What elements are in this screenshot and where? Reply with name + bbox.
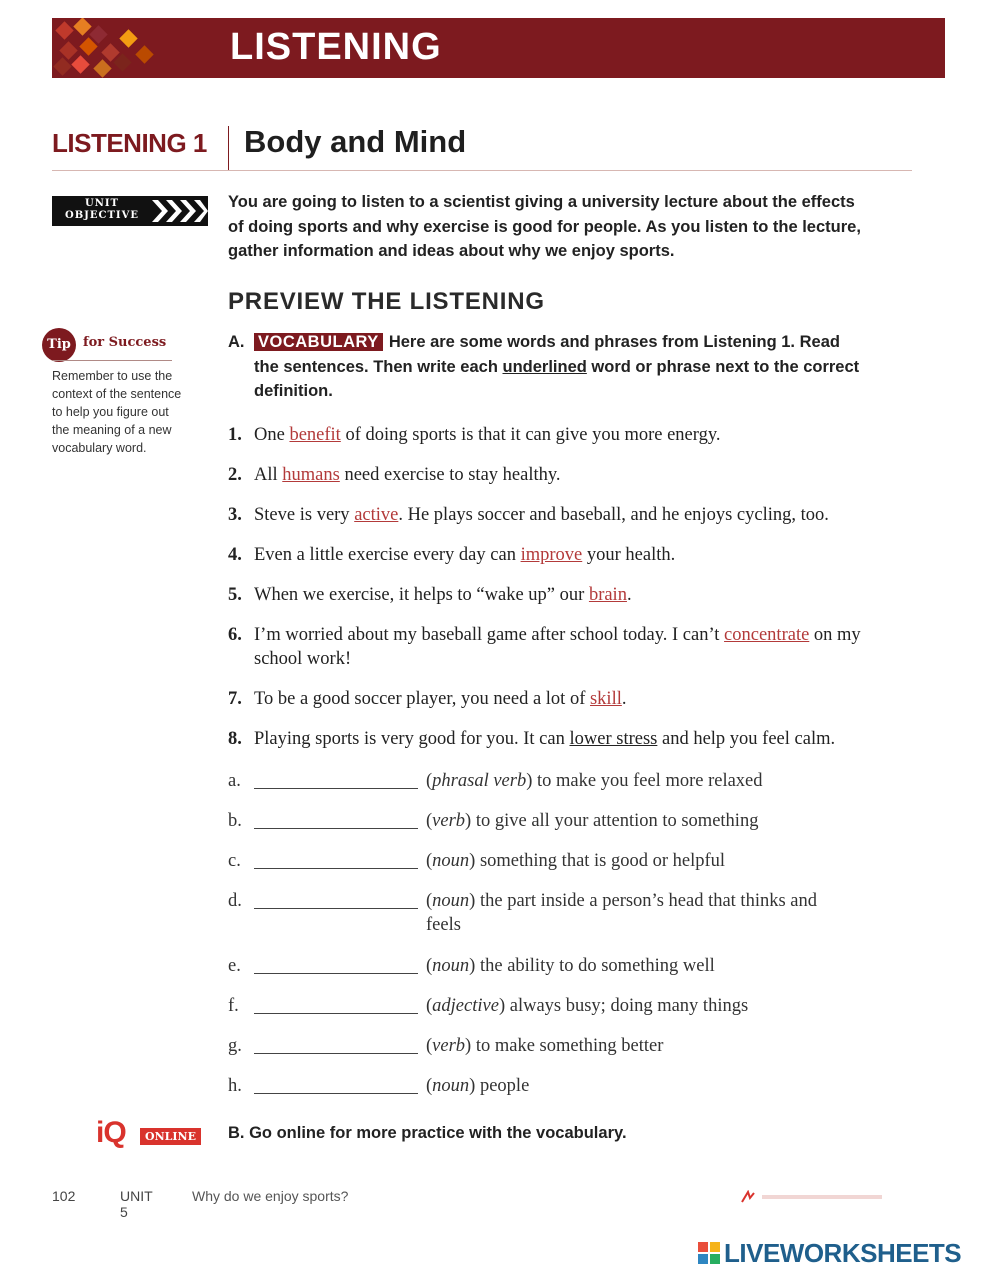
- banner-mosaic-decoration: [52, 18, 162, 78]
- part-of-speech: noun: [432, 956, 470, 976]
- definition-item: a. (phrasal verb) to make you feel more relaxed: [228, 771, 763, 791]
- definition-letter: d.: [228, 891, 242, 911]
- sentence-text: I’m worried about my baseball game after school today. I can’t: [254, 625, 725, 645]
- sentence-text: need exercise to stay healthy.: [339, 465, 561, 485]
- sentence-text: Even a little exercise every day can: [254, 545, 521, 565]
- sentence-item: [228, 543, 868, 567]
- online-badge: ONLINE: [140, 1128, 201, 1145]
- sentence-text: . He plays soccer and baseball, and he enjoys cycling, too.: [398, 505, 829, 525]
- sentence-text: Playing sports is very good for you. It can: [254, 729, 570, 749]
- sentence-number: 2.: [228, 465, 242, 485]
- definition-text: always busy; doing many things: [505, 996, 749, 1016]
- sentence-number: 8.: [228, 729, 242, 749]
- tip-text: Remember to use the context of the sentence to help you figure out the meaning of a new vocabulary word.: [52, 369, 182, 455]
- sentence-text: Steve is very: [254, 505, 355, 525]
- definition-text: people: [475, 1076, 530, 1096]
- answer-blank[interactable]: [254, 973, 418, 974]
- sentence-text: .: [621, 689, 627, 709]
- exercise-a-letter: A.: [228, 333, 245, 351]
- answer-blank[interactable]: [254, 1013, 418, 1014]
- objective-badge-line1: UNIT: [85, 198, 119, 209]
- sentence-item: [228, 423, 868, 447]
- definition-letter: e.: [228, 956, 241, 976]
- definition-item: f. (adjective) always busy; doing many things: [228, 996, 749, 1016]
- sentence-text: When we exercise, it helps to “wake up” our: [254, 585, 589, 605]
- definition-item: h. (noun) people: [228, 1076, 530, 1096]
- sentence-text: of doing sports is that it can give you more energy.: [340, 425, 721, 445]
- instruction-underlined-word: underlined: [502, 357, 587, 376]
- sentence-number: 4.: [228, 545, 242, 565]
- sentence-item: [228, 623, 868, 671]
- exercise-a-instructions: [228, 330, 868, 404]
- answer-blank[interactable]: [254, 828, 418, 829]
- definition-text: to make something better: [471, 1036, 664, 1056]
- page-number: 102: [52, 1188, 76, 1204]
- sentence-text: All: [254, 465, 283, 485]
- definition-item: g. (verb) to make something better: [228, 1036, 664, 1056]
- sentence-number: 5.: [228, 585, 242, 605]
- vocabulary-tag: VOCABULARY: [254, 333, 383, 351]
- sentence-item: [228, 463, 868, 487]
- instruction-part-2: word or phrase next to the correct definition.: [254, 357, 860, 400]
- preview-heading: PREVIEW THE LISTENING: [228, 288, 545, 315]
- instruction-part-1: Here are some words and phrases from Listening 1. Read the sentences. Then write each: [254, 333, 840, 376]
- vocab-word: active: [354, 505, 399, 525]
- answer-blank[interactable]: [254, 1053, 418, 1054]
- definition-item: d. (noun) the part inside a person’s head that thinks and feels: [228, 891, 817, 935]
- part-of-speech: verb: [432, 811, 466, 831]
- definition-text: to give all your attention to something: [471, 811, 759, 831]
- answer-blank[interactable]: [254, 868, 418, 869]
- vocab-word: improve: [520, 545, 583, 565]
- definition-text: the part inside a person’s head that thinks and feels: [426, 891, 817, 935]
- definition-letter: g.: [228, 1036, 242, 1056]
- sentence-text: .: [626, 585, 632, 605]
- vocab-word: humans: [282, 465, 340, 485]
- objective-arrows-icon: [150, 196, 208, 226]
- vocab-word: lower stress: [569, 729, 658, 749]
- answer-blank[interactable]: [254, 908, 418, 909]
- footer-question: Why do we enjoy sports?: [192, 1188, 349, 1204]
- definition-letter: c.: [228, 851, 241, 871]
- tip-divider: [52, 360, 172, 361]
- part-of-speech: adjective: [432, 996, 499, 1016]
- liveworksheets-icon: [698, 1242, 720, 1264]
- sentence-item: [228, 727, 868, 751]
- page-banner: [52, 18, 945, 78]
- definition-item: e. (noun) the ability to do something well: [228, 956, 715, 976]
- answer-blank[interactable]: [254, 788, 418, 789]
- section-label: LISTENING 1: [52, 128, 207, 158]
- vocab-word: skill: [589, 689, 622, 709]
- sentence-number: 1.: [228, 425, 242, 445]
- sentence-item: [228, 583, 868, 607]
- part-of-speech: noun: [432, 891, 470, 911]
- section-header: [52, 122, 912, 171]
- definition-letter: h.: [228, 1076, 242, 1096]
- sentence-text: on my school work!: [254, 625, 861, 669]
- part-of-speech: noun: [432, 1076, 470, 1096]
- definition-letter: f.: [228, 996, 239, 1016]
- sentence-text: To be a good soccer player, you need a lot of: [254, 689, 590, 709]
- sentence-item: [228, 503, 868, 527]
- definition-item: b. (verb) to give all your attention to something: [228, 811, 759, 831]
- sentence-text: and help you feel calm.: [657, 729, 836, 749]
- tip-icon: Tip: [42, 328, 76, 362]
- banner-title: LISTENING: [230, 26, 442, 68]
- definition-text: something that is good or helpful: [475, 851, 726, 871]
- definition-letter: b.: [228, 811, 242, 831]
- part-of-speech: noun: [432, 851, 470, 871]
- section-title: Body and Mind: [244, 124, 467, 159]
- definition-letter: a.: [228, 771, 241, 791]
- objective-text: You are going to listen to a scientist giving a university lecture about the effects of doing sports and why exercise is good for people. As you listen to the lecture, gather information and ideas about why we enjoy sports.: [228, 193, 861, 260]
- sentence-text: One: [254, 425, 290, 445]
- sentence-text: your health.: [582, 545, 676, 565]
- vocab-word: concentrate: [724, 625, 810, 645]
- vocab-word: brain: [588, 585, 627, 605]
- liveworksheets-text: LIVEWORKSHEETS: [724, 1238, 962, 1268]
- unit-objective-badge: [52, 196, 152, 226]
- sentence-number: 3.: [228, 505, 242, 525]
- sentence-number: 7.: [228, 689, 242, 709]
- sentence-number: 6.: [228, 625, 242, 645]
- footer-faded-mark-icon: [740, 1190, 890, 1204]
- definition-text: to make you feel more relaxed: [532, 771, 763, 791]
- part-of-speech: verb: [432, 1036, 466, 1056]
- iq-logo: iQ: [96, 1116, 126, 1149]
- exercise-b-text: B. Go online for more practice with the vocabulary.: [228, 1124, 627, 1142]
- sentence-item: [228, 687, 868, 711]
- tip-label: for Success: [83, 335, 167, 350]
- objective-badge-line2: OBJECTIVE: [65, 210, 139, 221]
- definition-item: c. (noun) something that is good or helpful: [228, 851, 726, 871]
- definition-text: the ability to do something well: [475, 956, 715, 976]
- vocab-word: benefit: [289, 425, 341, 445]
- footer-unit: UNIT 5: [120, 1188, 153, 1220]
- part-of-speech: phrasal verb: [432, 771, 527, 791]
- section-divider: [228, 126, 229, 170]
- answer-blank[interactable]: [254, 1093, 418, 1094]
